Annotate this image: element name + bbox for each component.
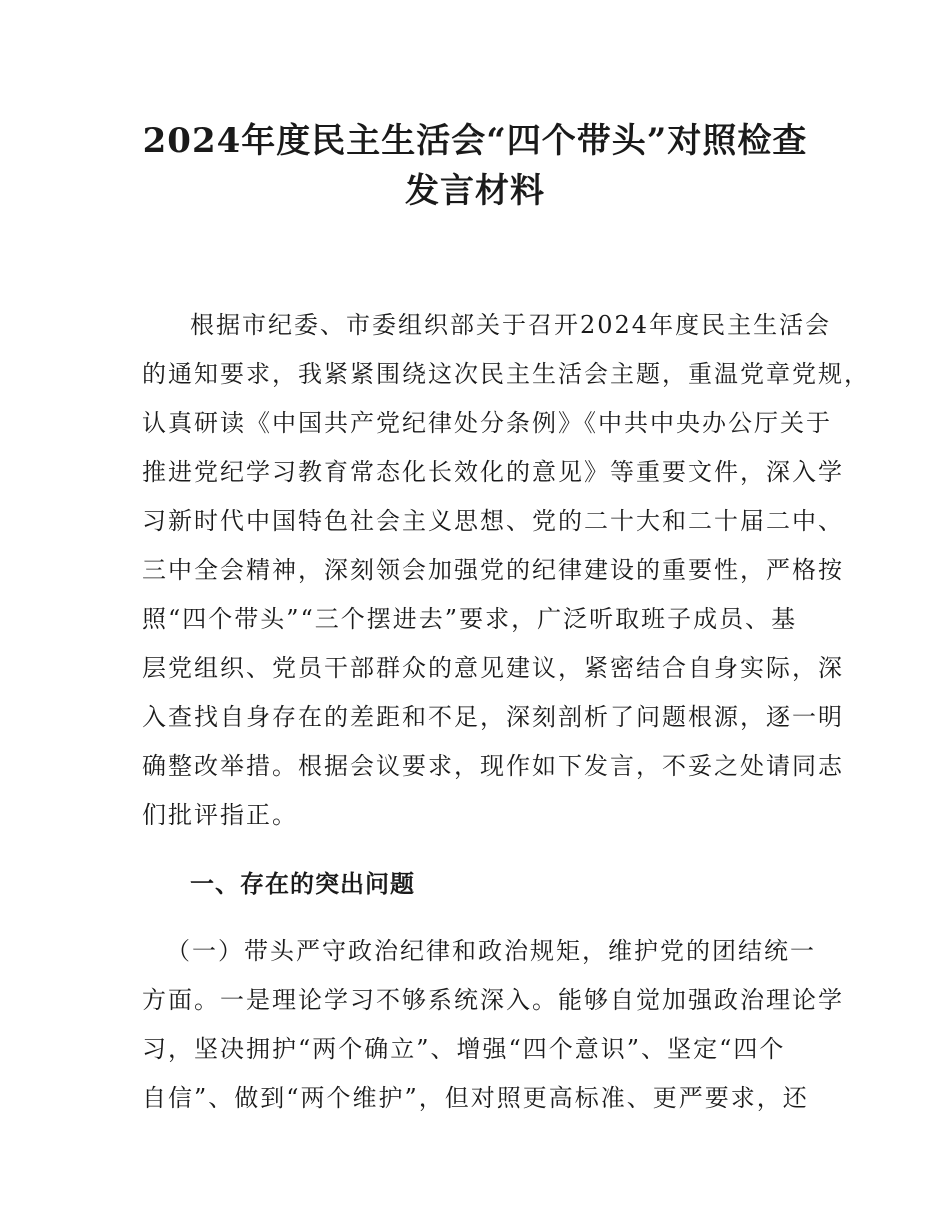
paragraph-line: 习，坚决拥护“两个确立”、增强“四个意识”、坚定“四个 (142, 1035, 786, 1063)
paragraph-line: 确整改举措。根据会议要求，现作如下发言，不妥之处请同志 (142, 752, 844, 780)
paragraph-line: 三中全会精神，深刻领会加强党的纪律建设的重要性，严格按 (142, 556, 844, 584)
document-title-line-1: 2024年度民主生活会“四个带头”对照检查 (142, 121, 808, 161)
section-heading: 一、存在的突出问题 (190, 870, 415, 898)
paragraph-line: 习新时代中国特色社会主义思想、党的二十大和二十届二中、 (142, 507, 844, 535)
paragraph-line: （一）带头严守政治纪律和政治规矩，维护党的团结统一 (166, 937, 816, 965)
paragraph-line: 照“四个带头”“三个摆进去”要求，广泛听取班子成员、基 (142, 605, 798, 633)
paragraph-line: 根据市纪委、市委组织部关于召开2024年度民主生活会 (190, 311, 832, 339)
document-title-line-2: 发言材料 (405, 171, 545, 211)
paragraph-line: 入查找自身存在的差距和不足，深刻剖析了问题根源，逐一明 (142, 703, 844, 731)
paragraph-line: 层党组织、党员干部群众的意见建议，紧密结合自身实际，深 (142, 654, 844, 682)
paragraph-line: 方面。一是理论学习不够系统深入。能够自觉加强政治理论学 (142, 986, 844, 1014)
paragraph-line: 推进党纪学习教育常态化长效化的意见》等重要文件，深入学 (142, 458, 844, 486)
paragraph-line: 的通知要求，我紧紧围绕这次民主生活会主题，重温党章党规， (142, 360, 870, 388)
paragraph-line: 认真研读《中国共产党纪律处分条例》《中共中央办公厅关于 (142, 409, 832, 437)
paragraph-line: 们批评指正。 (142, 801, 298, 829)
paragraph-line: 自信”、做到“两个维护”，但对照更高标准、更严要求，还 (142, 1084, 809, 1112)
